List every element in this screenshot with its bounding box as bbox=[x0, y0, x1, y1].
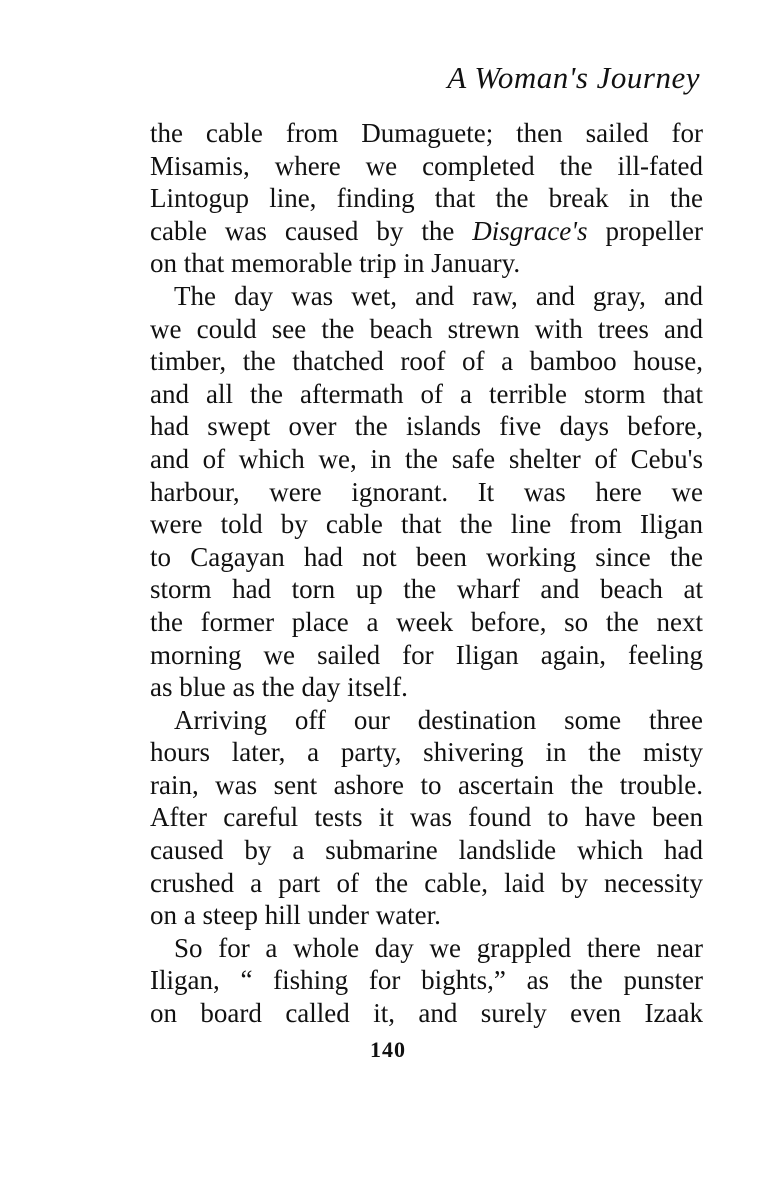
text-segment: had swept over the islands five days before, bbox=[150, 411, 703, 442]
text-line bbox=[150, 345, 703, 378]
text-segment: on board called it, and surely even Izaak bbox=[150, 998, 703, 1029]
text-segment: the former place a week before, so the next bbox=[150, 606, 703, 637]
text-line bbox=[150, 508, 703, 541]
text-segment: and of which we, in the safe shelter of Cebu's bbox=[150, 443, 703, 474]
text-segment: to Cagayan had not been working since the bbox=[150, 541, 703, 572]
text-line bbox=[150, 247, 703, 280]
text-segment: rain, was sent ashore to ascertain the trouble. bbox=[150, 769, 703, 800]
text-line bbox=[150, 215, 703, 248]
text-line bbox=[150, 834, 703, 867]
text-segment: morning we sailed for Iligan again, feeling bbox=[150, 639, 703, 670]
text-segment: and all the aftermath of a terrible storm that bbox=[150, 378, 703, 409]
page-number: 140 bbox=[370, 1037, 406, 1062]
text-line bbox=[150, 899, 703, 932]
text-segment: storm had torn up the wharf and beach at bbox=[150, 574, 703, 605]
text-segment: After careful tests it was found to have been bbox=[150, 802, 703, 833]
text-line bbox=[150, 182, 703, 215]
text-segment: The day was wet, and raw, and gray, and bbox=[174, 280, 703, 311]
italic-text: Disgrace's bbox=[472, 215, 588, 246]
text-line bbox=[150, 573, 703, 606]
text-segment: Lintogup line, finding that the break in the bbox=[150, 183, 703, 214]
text-segment: were told by cable that the line from Iligan bbox=[150, 509, 703, 540]
text-segment: Misamis, where we completed the ill-fated bbox=[150, 150, 703, 181]
text-line bbox=[150, 150, 703, 183]
text-segment: the cable from Dumaguete; then sailed for bbox=[150, 118, 703, 148]
text-line bbox=[150, 476, 703, 509]
paragraph bbox=[150, 117, 703, 280]
text-segment: caused by a submarine landslide which had bbox=[150, 835, 703, 866]
text-line bbox=[150, 378, 703, 411]
text-segment: hours later, a party, shivering in the misty bbox=[150, 737, 703, 768]
paragraph bbox=[150, 932, 703, 1030]
text-line bbox=[150, 606, 703, 639]
text-segment: harbour, were ignorant. It was here we bbox=[150, 476, 703, 507]
paragraph bbox=[150, 704, 703, 932]
text-line bbox=[150, 313, 703, 346]
text-line bbox=[150, 736, 703, 769]
text-line bbox=[150, 704, 703, 737]
body-text bbox=[150, 117, 703, 1030]
paragraph bbox=[150, 280, 703, 704]
text-line bbox=[150, 671, 703, 704]
text-segment: on a steep hill under water. bbox=[150, 900, 441, 931]
text-segment: timber, the thatched roof of a bamboo house, bbox=[150, 346, 703, 377]
text-segment: So for a whole day we grappled there near bbox=[174, 932, 703, 963]
text-line bbox=[150, 867, 703, 900]
text-line bbox=[150, 932, 703, 965]
text-line bbox=[150, 801, 703, 834]
text-line bbox=[150, 964, 703, 997]
text-line bbox=[150, 410, 703, 443]
text-line bbox=[150, 117, 703, 150]
text-segment: cable was caused by the bbox=[150, 215, 473, 246]
text-segment: as blue as the day itself. bbox=[150, 672, 408, 703]
text-segment: Arriving off our destination some three bbox=[174, 704, 703, 735]
text-line bbox=[150, 997, 703, 1030]
text-segment: crushed a part of the cable, laid by necessity bbox=[150, 867, 703, 898]
running-head: A Woman's Journey bbox=[447, 60, 700, 95]
text-line bbox=[150, 541, 703, 574]
text-line bbox=[150, 443, 703, 476]
text-line bbox=[150, 280, 703, 313]
text-segment: propeller bbox=[587, 215, 703, 246]
text-segment: we could see the beach strewn with trees and bbox=[150, 313, 703, 344]
text-line bbox=[150, 639, 703, 672]
text-segment: Iligan, “ fishing for bights,” as the punster bbox=[150, 965, 703, 996]
text-line bbox=[150, 769, 703, 802]
text-segment: on that memorable trip in January. bbox=[150, 248, 521, 279]
